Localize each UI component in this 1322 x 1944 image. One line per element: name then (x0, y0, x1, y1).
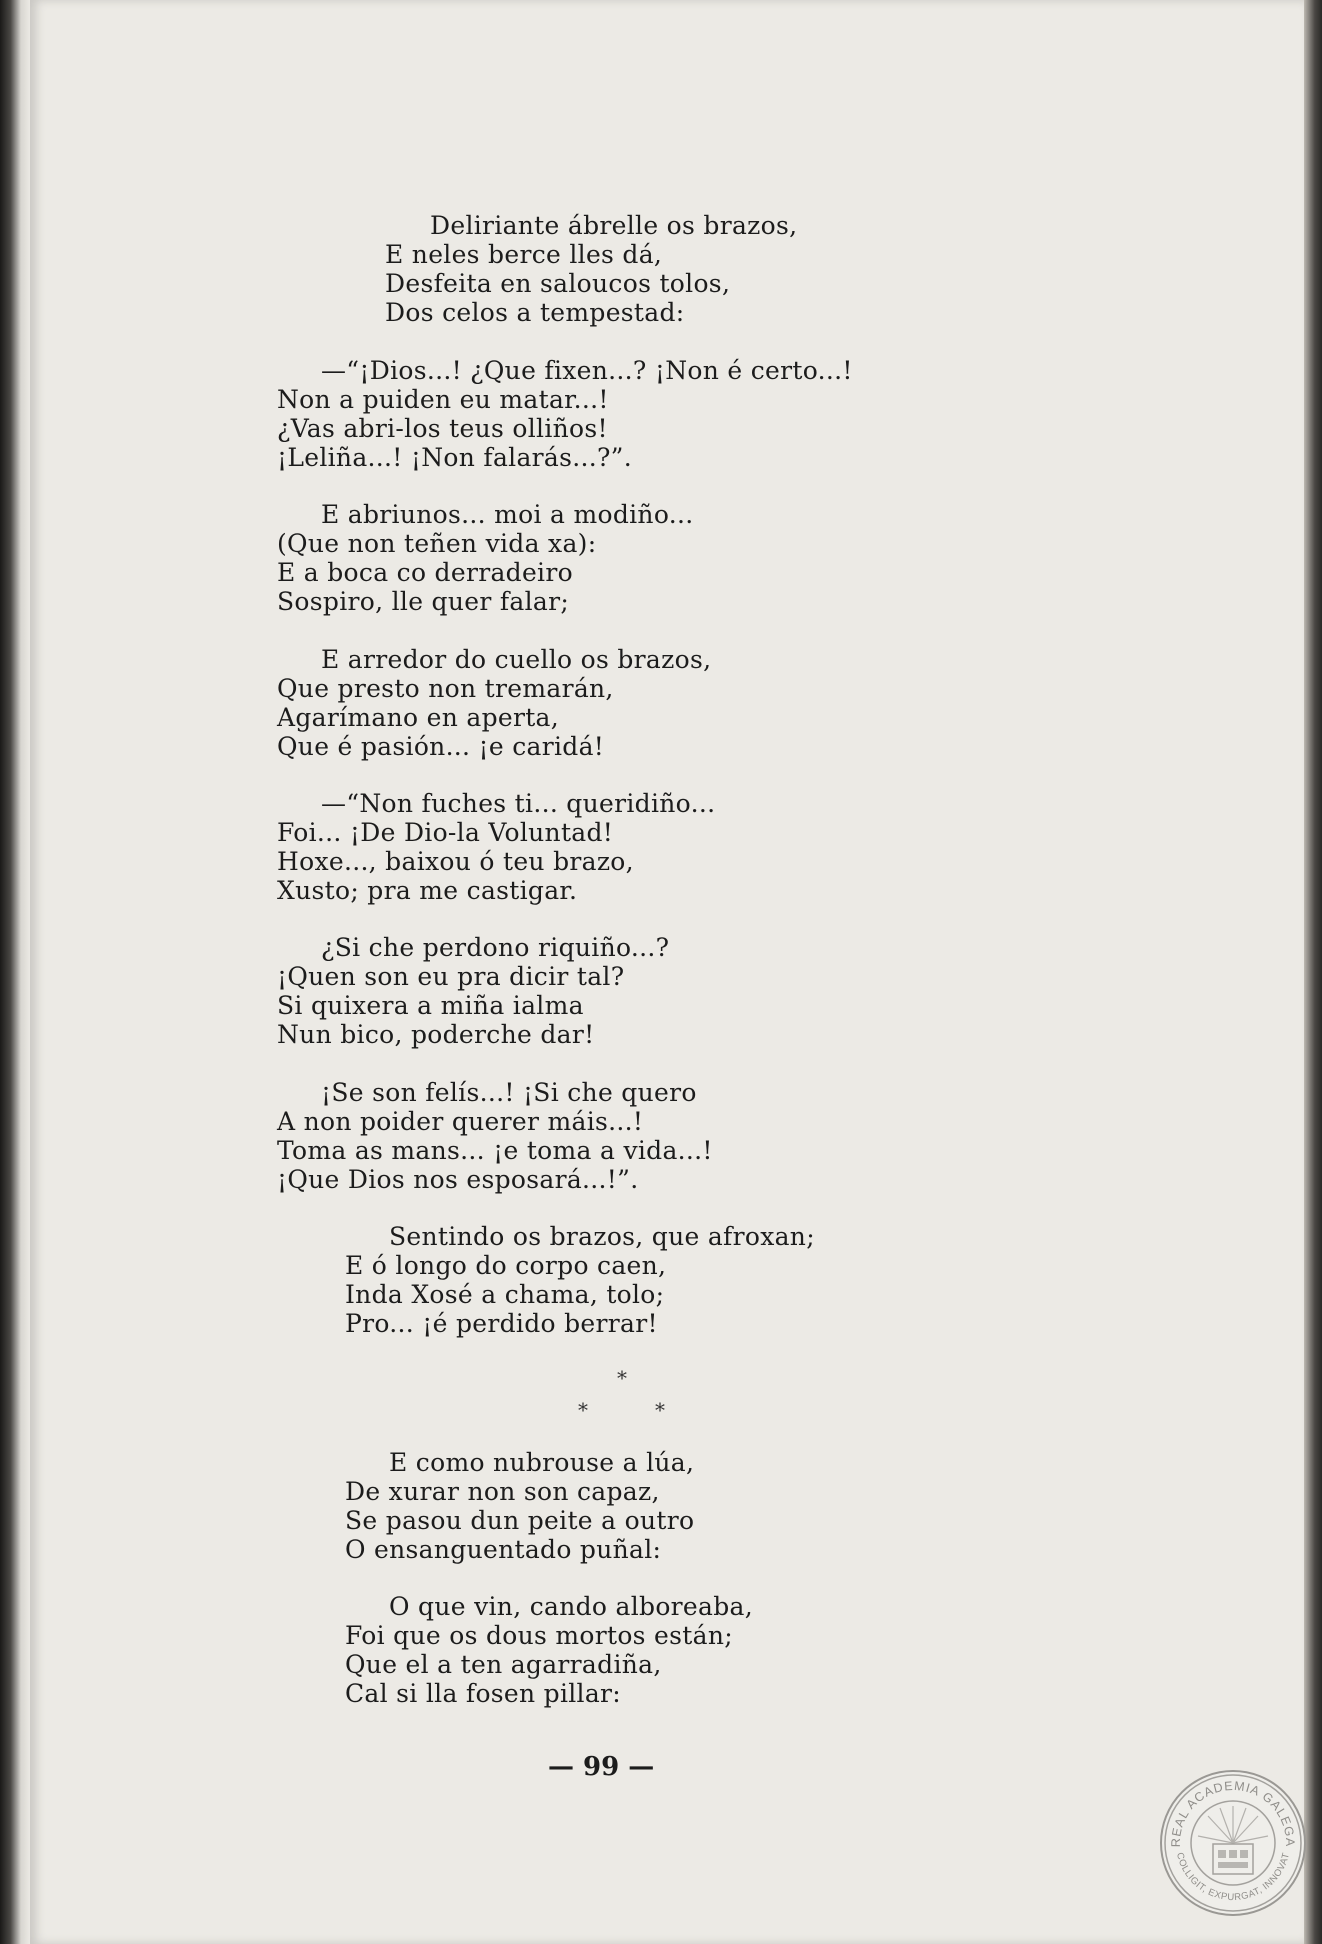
verse-line: —“¡Dios...! ¿Que fixen...? ¡Non é certo...! (321, 356, 853, 385)
asterisk: * (655, 1398, 665, 1422)
verse-line: O que vin, cando alboreaba, (389, 1592, 753, 1621)
verse-line: Foi... ¡De Dio-la Voluntad! (277, 818, 614, 847)
verse-line: Que presto non tremarán, (277, 674, 614, 703)
verse-line: Foi que os dous mortos están; (345, 1621, 733, 1650)
verse-line: ¡Que Dios nos esposará...!”. (277, 1165, 639, 1194)
stanza-3 (277, 500, 693, 616)
verse-line: E arredor do cuello os brazos, (321, 645, 712, 674)
verse-line: Que é pasión... ¡e caridá! (277, 732, 605, 761)
svg-text:COLLIGIT, EXPURGAT, INNOVAT: COLLIGIT, EXPURGAT, INNOVAT (1173, 1851, 1293, 1904)
stanza-5 (277, 789, 715, 905)
verse-line: ¡Se son felís...! ¡Si che quero (321, 1078, 697, 1107)
verse-line: ¡Leliña...! ¡Non falarás...?”. (277, 443, 633, 472)
verse-line: De xurar non son capaz, (345, 1477, 660, 1506)
verse-line: Hoxe..., baixou ó teu brazo, (277, 847, 634, 876)
verse-line: Dos celos a tempestad: (385, 298, 685, 327)
svg-text:REAL ACADEMIA GALEGA: REAL ACADEMIA GALEGA (1168, 1778, 1298, 1848)
page-edge (1304, 0, 1322, 1944)
asterisk: * (578, 1398, 588, 1422)
verse-line: Sospiro, lle quer falar; (277, 587, 570, 616)
stanza-8 (345, 1222, 815, 1338)
stanza-1 (385, 211, 797, 327)
stanza-10 (345, 1592, 753, 1708)
stanza-7 (277, 1078, 713, 1194)
verse-line: (Que non teñen vida xa): (277, 529, 597, 558)
verse-line: Cal si lla fosen pillar: (345, 1679, 622, 1708)
verse-line: Nun bico, poderche dar! (277, 1020, 595, 1049)
verse-line: ¡Quen son eu pra dicir tal? (277, 962, 625, 991)
page-number: — 99 — (548, 1752, 655, 1782)
verse-line: Se pasou dun peite a outro (345, 1506, 695, 1535)
verse-line: Deliriante ábrelle os brazos, (430, 211, 798, 240)
verse-line: Inda Xosé a chama, tolo; (345, 1280, 665, 1309)
verse-line: E abriunos... moi a modiño... (321, 500, 694, 529)
verse-line: Desfeita en saloucos tolos, (385, 269, 731, 298)
verse-line: Si quixera a miña ialma (277, 991, 584, 1020)
verse-line: ¿Vas abri-los teus olliños! (277, 414, 608, 443)
verse-line: Pro... ¡é perdido berrar! (345, 1309, 658, 1338)
verse-line: Sentindo os brazos, que afroxan; (389, 1222, 815, 1251)
verse-line: Agarímano en aperta, (277, 703, 560, 732)
stanza-4 (277, 645, 711, 761)
verse-line: Toma as mans... ¡e toma a vida...! (277, 1136, 713, 1165)
stanza-6 (277, 933, 669, 1049)
verse-line: E ó longo do corpo caen, (345, 1251, 667, 1280)
verse-line: Xusto; pra me castigar. (277, 876, 578, 905)
academy-seal-icon (1158, 1768, 1308, 1918)
verse-line: Que el a ten agarradiña, (345, 1650, 662, 1679)
verse-line: E como nubrouse a lúa, (389, 1448, 695, 1477)
stanza-2 (277, 356, 853, 472)
verse-line: A non poider querer máis...! (277, 1107, 644, 1136)
asterisk: * (617, 1366, 627, 1390)
verse-line: ¿Si che perdono riquiño...? (321, 933, 670, 962)
verse-line: O ensanguentado puñal: (345, 1535, 662, 1564)
book-spine (0, 0, 30, 1944)
verse-line: E a boca co derradeiro (277, 558, 573, 587)
verse-line: —“Non fuches ti... queridiño... (321, 789, 716, 818)
verse-line: Non a puiden eu matar...! (277, 385, 609, 414)
verse-line: E neles berce lles dá, (385, 240, 663, 269)
stanza-9 (345, 1448, 694, 1564)
